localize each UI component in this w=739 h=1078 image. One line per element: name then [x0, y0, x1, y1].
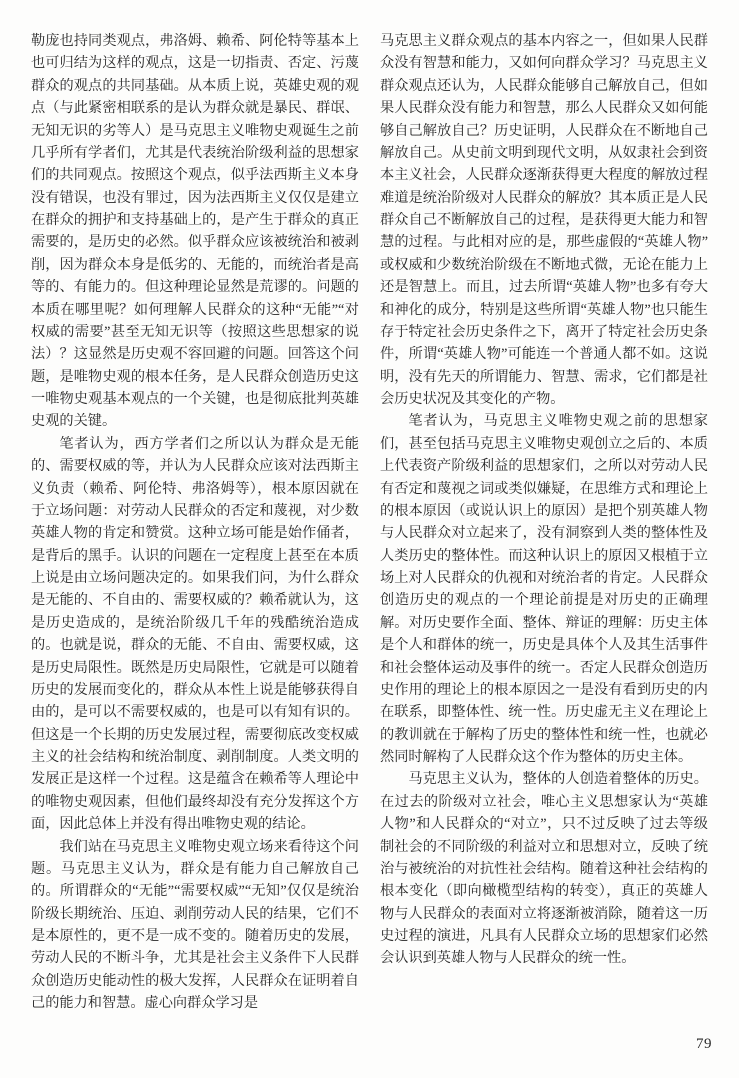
paragraph: 笔者认为，马克思主义唯物史观之前的思想家们，甚至包括马克思主义唯物史观创立之后的、本质上代表资产阶级利益的思想家们，之所以对劳动人民有否定和蔑视之词或类似嫌疑，在思维方式和理论上的根本原因（或说认识上的原因）是把个别英雄人物与人民群众对立起来了，没有洞察到人类的整体性及人类历史的整体性。而这种认识上的原因又根植于立场上对人民群众的仇视和对统治者的肯定。人民群众创造历史的观点的一个理论前提是对历史的正确理解。对历史要作全面、整体、辩证的理解：历史主体是个人和群体的统一，历史是具体个人及其生活事件和社会整体运动及事件的统一。否定人民群众创造历史作用的理论上的根本原因之一是没有看到历史的内在联系，即整体性、统一性。历史虚无主义在理论上的教训就在于解构了历史的整体性和统一性，也就必然同时解构了人民群众这个作为整体的历史主体。 — [380, 413, 708, 765]
paragraph-continuation: 马克思主义群众观点的基本内容之一，但如果人民群众没有智慧和能力，又如何向群众学习？马克思主义群众观点还认为，人民群众能够自己解放自己，但如果人民群众没有能力和智慧，那么人民群众又如何能够自己解放自己？历史证明，人民群众在不断地自己解放自己。从史前文明到现代文明，从奴隶社会到资本主义社会，人民群众逐渐获得更大程度的解放过程难道是统治阶级对人民群众的解放？其本质正是人民群众自己不断解放自己的过程，是获得更大能力和智慧的过程。与此相对应的是，那些虚假的“英雄人物”或权威和少数统治阶级在不断地式微，无论在能力上还是智慧上。而且，过去所谓“英雄人物”也多有夸大和神化的成分，特别是这些所谓“英雄人物”也只能生存于特定社会历史条件之下，离开了特定社会历史条件，所谓“英雄人物”可能连一个普通人都不如。这说明，没有先天的所谓能力、智慧、需求，它们都是社会历史状况及其变化的产物。 — [380, 33, 708, 407]
right-column — [380, 30, 708, 1015]
left-column — [31, 30, 359, 1015]
paragraph: 马克思主义认为，整体的人创造着整体的历史。在过去的阶级对立社会，唯心主义思想家认为“英雄人物”和人民群众的“对立”，只不过反映了过去等级制社会的不同阶级的利益对立和思想对立，反映了统治与被统治的对抗性社会结构。随着这种社会结构的根本变化（即向橄榄型结构的转变），真正的英雄人物与人民群众的表面对立将逐渐被消除，随着这一历史过程的演进，凡具有人民群众立场的思想家们必然会认识到英雄人物与人民群众的统一性。 — [380, 771, 708, 967]
paragraph: 我们站在马克思主义唯物史观立场来看待这个问题。马克思主义认为，群众是有能力自己解放自己的。所谓群众的“无能”“需要权威”“无知”仅仅是统治阶级长期统治、压迫、剥削劳动人民的结果，它们不是本原性的，更不是一成不变的。随着历史的发展，劳动人民的不断斗争，尤其是社会主义条件下人民群众创造历史能动性的极大发挥，人民群众在证明着自己的能力和智慧。虚心向群众学习是 — [31, 838, 359, 1012]
text-columns — [31, 30, 708, 1015]
page-number: 79 — [696, 1036, 712, 1052]
paragraph: 笔者认为，西方学者们之所以认为群众是无能的、需要权威的等，并认为人民群众应该对法西斯主义负责（赖希、阿伦特、弗洛姆等），根本原因就在于立场问题：对劳动人民群众的否定和蔑视，对少数英雄人物的肯定和赞赏。这种立场可能是始作俑者，是背后的黑手。认识的问题在一定程度上甚至在本质上说是由立场问题决定的。如果我们问，为什么群众是无能的、不自由的、需要权威的？赖希就认为，这是历史造成的，是统治阶级几千年的残酷统治造成的。也就是说，群众的无能、不自由、需要权威，这是历史局限性。既然是历史局限性，它就是可以随着历史的发展而变化的，群众从本性上说是能够获得自由的，是可以不需要权威的，也是可以有知有识的。但这是一个长期的历史发展过程，需要彻底改变权威主义的社会结构和统治制度、剥削制度。人类文明的发展正是这样一个过程。这是蕴含在赖希等人理论中的唯物史观因素，但他们最终却没有充分发挥这个方面，因此总体上并没有得出唯物史观的结论。 — [31, 435, 359, 833]
paragraph-continuation: 勒庞也持同类观点，弗洛姆、赖希、阿伦特等基本上也可归结为这样的观点，这是一切指责、否定、污蔑群众的观点的共同基础。从本质上说，英雄史观的观点（与此紧密相联系的是认为群众就是暴民、群氓、无知无识的劣等人）是马克思主义唯物史观诞生之前几乎所有学者们，尤其是代表统治阶级利益的思想家们的共同观点。按照这个观点，似乎法西斯主义本身没有错误，也没有罪过，因为法西斯主义仅仅是建立在群众的拥护和支持基础上的，是产生于群众的真正需要的，是历史的必然。似乎群众应该被统治和被剥削，因为群众本身是低劣的、无能的，而统治者是高等的、有能力的。但这种理论显然是荒谬的。问题的本质在哪里呢？如何理解人民群众的这种“无能”“对权威的需要”甚至无知无识等（按照这些思想家的说法）？这显然是历史观不容回避的问题。回答这个问题，是唯物史观的根本任务，是人民群众创造历史这一唯物史观基本观点的一个关键，也是彻底批判英雄史观的关键。 — [31, 33, 359, 430]
